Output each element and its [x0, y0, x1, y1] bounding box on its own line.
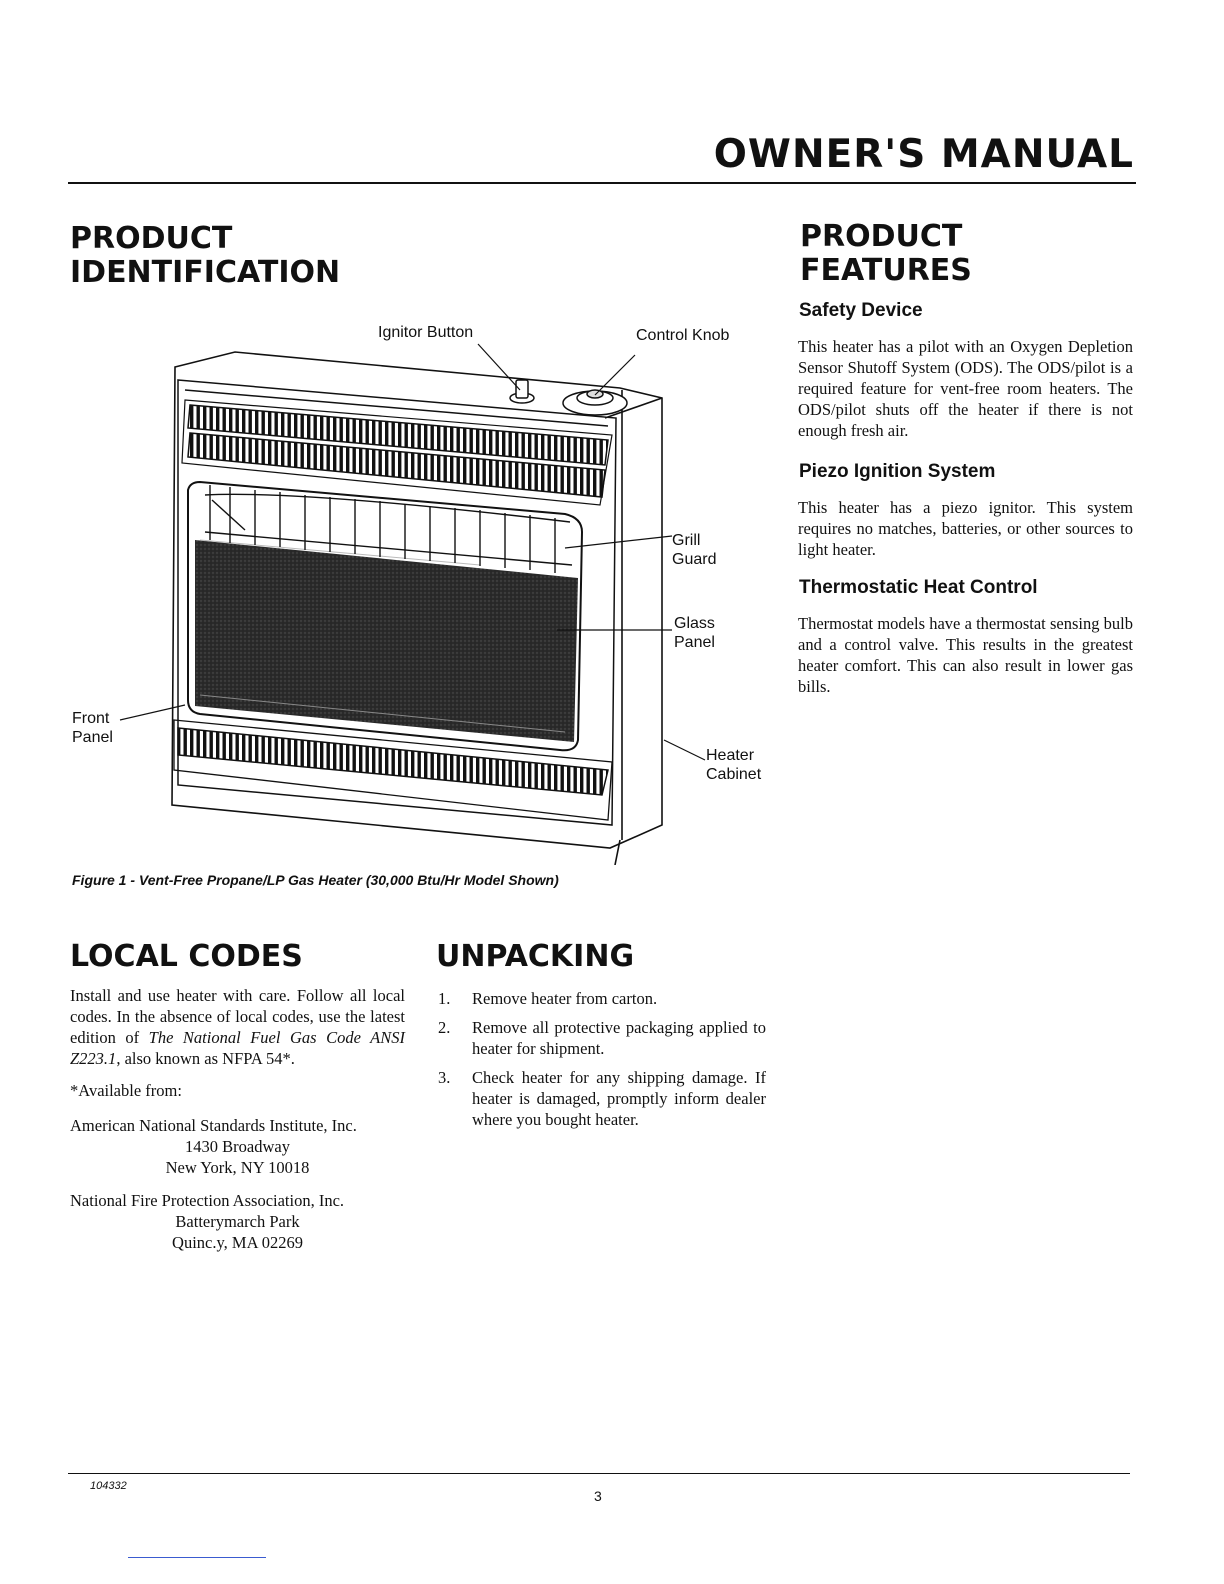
callout-heater-cabinet [706, 746, 761, 784]
code-title: The National Fuel Gas Code ANSI Z223.1 [70, 1028, 405, 1068]
callout-line: Front [72, 710, 110, 727]
step-number: 1. [438, 989, 451, 1008]
step-number: 3. [438, 1068, 451, 1087]
feature-text-piezo-ignition: This heater has a piezo ignitor. This system requires no matches, batteries, or other sources to light heater. [798, 498, 1133, 559]
list-item [436, 1067, 766, 1130]
bottom-mark [128, 1557, 266, 1558]
callout-grill-guard [672, 531, 716, 569]
address-ansi [70, 1115, 405, 1178]
callout-line: Guard [672, 551, 717, 568]
address-line: 1430 Broadway [185, 1137, 290, 1156]
firebox [188, 482, 582, 750]
intro-text: , also known as NFPA 54*. [116, 1049, 295, 1068]
heading-line: PRODUCT [800, 219, 963, 254]
feature-title-thermostatic-control: Thermostatic Heat Control [799, 577, 1038, 598]
step-text: Check heater for any shipping damage. If heater is damaged, promptly inform dealer where you bought heater. [472, 1068, 766, 1129]
address-line: New York, NY 10018 [165, 1158, 310, 1177]
callout-line: Grill [672, 532, 701, 549]
list-item [436, 988, 766, 1009]
heading-line: PRODUCT [70, 221, 233, 256]
product-features-heading [800, 220, 972, 288]
figure-caption: Figure 1 - Vent-Free Propane/LP Gas Heater (30,000 Btu/Hr Model Shown) [72, 872, 559, 888]
product-identification-heading [70, 222, 340, 290]
callout-control-knob: Control Knob [636, 327, 730, 344]
address-line: Quinc.y, MA 02269 [172, 1233, 303, 1252]
feature-text-thermostatic-control: Thermostat models have a thermostat sensing bulb and a control valve. This results in the greatest heater comfort. This can also result in lower gas bills. [798, 614, 1133, 696]
header-rule [68, 182, 1136, 184]
document-number: 104332 [90, 1480, 127, 1492]
step-text: Remove heater from carton. [472, 989, 658, 1008]
address-line: Batterymarch Park [175, 1212, 300, 1231]
address-line: National Fire Protection Association, Inc. [70, 1191, 345, 1210]
heading-line: IDENTIFICATION [70, 255, 341, 290]
address-line: American National Standards Institute, Inc. [70, 1116, 357, 1135]
step-text: Remove all protective packaging applied to heater for shipment. [472, 1018, 766, 1058]
callout-line: Glass [674, 615, 715, 632]
feature-title-safety-device: Safety Device [799, 300, 923, 321]
feature-text-safety-device: This heater has a pilot with an Oxygen Depletion Sensor Shutoff System (ODS). The ODS/pilot is a required feature for vent-free room heaters. The ODS/pilot shuts off the heater if there is not enough fresh air. [798, 337, 1133, 440]
page-number: 3 [594, 1488, 602, 1504]
available-from: *Available from: [70, 1081, 182, 1100]
callout-ignitor-button: Ignitor Button [378, 324, 474, 341]
step-number: 2. [438, 1018, 451, 1037]
callout-line: Heater [706, 747, 755, 764]
heater-illustration [60, 300, 800, 865]
callout-front-panel [72, 709, 113, 747]
callout-line: Cabinet [706, 766, 762, 783]
feature-title-piezo-ignition: Piezo Ignition System [799, 461, 996, 482]
address-nfpa [70, 1190, 405, 1253]
intro-text: Install and use heater with care. Follow all local codes. In the absence of local codes, use the latest edition of [70, 986, 405, 1047]
callout-line: Panel [674, 634, 715, 651]
callout-glass-panel [674, 614, 715, 652]
local-codes-heading: LOCAL CODES [70, 939, 303, 974]
callout-line: Panel [72, 729, 113, 746]
footer-rule [68, 1473, 1130, 1474]
local-codes-intro [70, 985, 405, 1069]
heading-line: FEATURES [800, 253, 972, 288]
unpacking-steps [436, 988, 766, 1138]
list-item [436, 1017, 766, 1059]
unpacking-heading: UNPACKING [436, 939, 635, 974]
page-header-title: OWNER'S MANUAL [713, 132, 1134, 177]
